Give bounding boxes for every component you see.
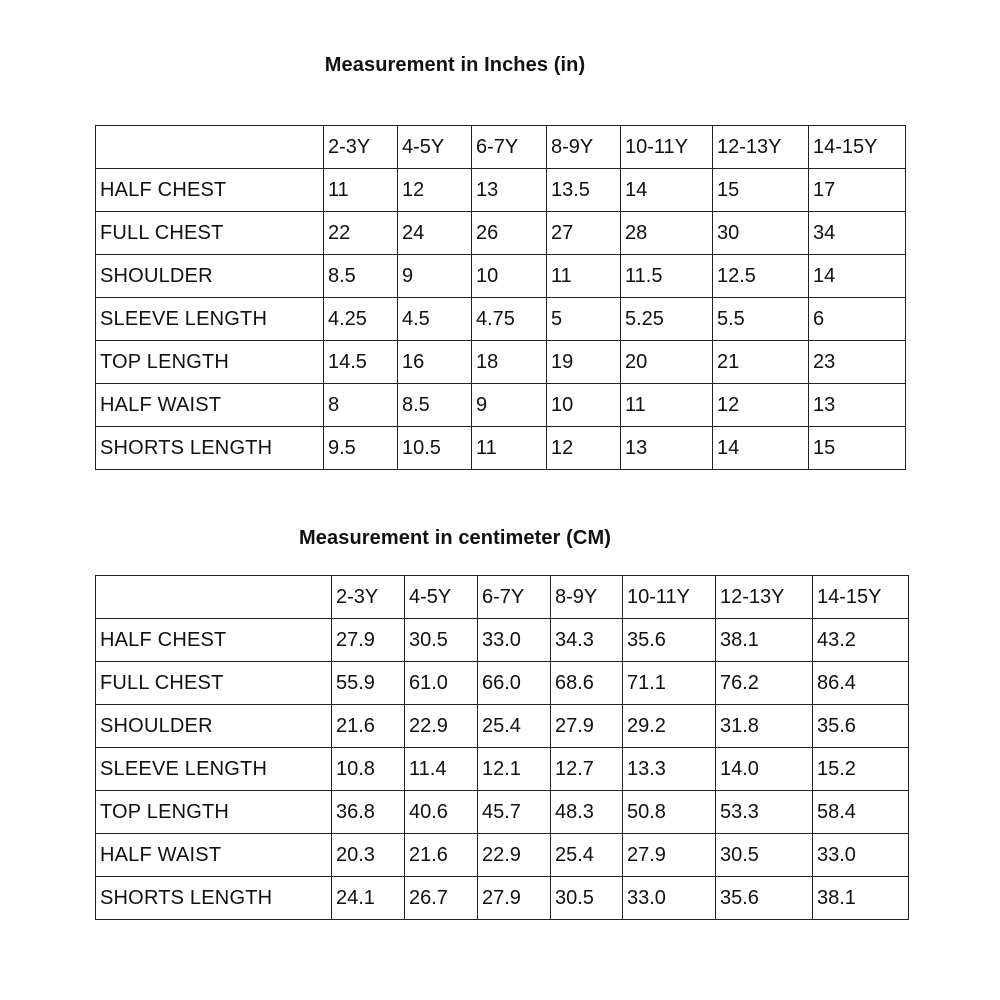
measurement-value: 31.8 [716, 705, 813, 748]
measurement-value: 23 [809, 341, 906, 384]
measurement-value: 9.5 [324, 427, 398, 470]
measurement-value: 45.7 [478, 791, 551, 834]
measurement-value: 71.1 [623, 662, 716, 705]
measurement-label: FULL CHEST [96, 662, 332, 705]
size-header-cell: 14-15Y [813, 576, 909, 619]
measurement-value: 10.5 [398, 427, 472, 470]
measurement-value: 14 [713, 427, 809, 470]
measurement-row [96, 298, 906, 341]
size-header-row [96, 576, 909, 619]
measurement-value: 26.7 [405, 877, 478, 920]
measurement-value: 68.6 [551, 662, 623, 705]
measurement-value: 9 [472, 384, 547, 427]
centimeter-size-table [95, 575, 909, 920]
measurement-value: 4.5 [398, 298, 472, 341]
measurement-label: FULL CHEST [96, 212, 324, 255]
measurement-value: 34 [809, 212, 906, 255]
measurement-value: 13 [621, 427, 713, 470]
measurement-value: 27.9 [623, 834, 716, 877]
measurement-row [96, 341, 906, 384]
size-header-cell: 12-13Y [713, 126, 809, 169]
measurement-value: 12 [547, 427, 621, 470]
measurement-row [96, 705, 909, 748]
measurement-value: 5 [547, 298, 621, 341]
measurement-value: 8.5 [398, 384, 472, 427]
inches-size-table [95, 125, 906, 470]
size-header-cell: 10-11Y [623, 576, 716, 619]
measurement-value: 4.25 [324, 298, 398, 341]
measurement-value: 10.8 [332, 748, 405, 791]
measurement-value: 25.4 [478, 705, 551, 748]
measurement-value: 20.3 [332, 834, 405, 877]
measurement-value: 48.3 [551, 791, 623, 834]
measurement-value: 53.3 [716, 791, 813, 834]
size-header-cell: 14-15Y [809, 126, 906, 169]
measurement-value: 29.2 [623, 705, 716, 748]
measurement-value: 33.0 [478, 619, 551, 662]
measurement-row [96, 834, 909, 877]
measurement-value: 11 [621, 384, 713, 427]
measurement-value: 34.3 [551, 619, 623, 662]
measurement-value: 22 [324, 212, 398, 255]
measurement-value: 30 [713, 212, 809, 255]
measurement-value: 11 [547, 255, 621, 298]
measurement-value: 5.5 [713, 298, 809, 341]
measurement-value: 14 [621, 169, 713, 212]
measurement-value: 11.4 [405, 748, 478, 791]
measurement-value: 14.5 [324, 341, 398, 384]
size-header-cell: 2-3Y [324, 126, 398, 169]
measurement-label: SHORTS LENGTH [96, 877, 332, 920]
measurement-value: 9 [398, 255, 472, 298]
measurement-value: 20 [621, 341, 713, 384]
measurement-label: SHORTS LENGTH [96, 427, 324, 470]
size-header-cell: 12-13Y [716, 576, 813, 619]
measurement-value: 14 [809, 255, 906, 298]
size-header-cell: 6-7Y [472, 126, 547, 169]
measurement-label: HALF CHEST [96, 169, 324, 212]
measurement-value: 33.0 [813, 834, 909, 877]
measurement-value: 10 [472, 255, 547, 298]
measurement-value: 27.9 [332, 619, 405, 662]
measurement-label: TOP LENGTH [96, 791, 332, 834]
measurement-value: 15.2 [813, 748, 909, 791]
measurement-value: 38.1 [813, 877, 909, 920]
measurement-row [96, 619, 909, 662]
measurement-value: 12 [398, 169, 472, 212]
measurement-value: 12.5 [713, 255, 809, 298]
measurement-value: 66.0 [478, 662, 551, 705]
measurement-value: 35.6 [716, 877, 813, 920]
size-header-cell: 4-5Y [405, 576, 478, 619]
measurement-value: 24.1 [332, 877, 405, 920]
measurement-row [96, 255, 906, 298]
centimeter-section-title: Measurement in centimeter (CM) [299, 527, 611, 549]
size-header-cell: 10-11Y [621, 126, 713, 169]
measurement-value: 28 [621, 212, 713, 255]
measurement-value: 43.2 [813, 619, 909, 662]
measurement-value: 12 [713, 384, 809, 427]
measurement-row [96, 212, 906, 255]
measurement-row [96, 169, 906, 212]
measurement-label: SLEEVE LENGTH [96, 748, 332, 791]
measurement-value: 22.9 [478, 834, 551, 877]
measurement-value: 19 [547, 341, 621, 384]
measurement-value: 16 [398, 341, 472, 384]
measurement-value: 4.75 [472, 298, 547, 341]
measurement-value: 35.6 [813, 705, 909, 748]
measurement-row [96, 384, 906, 427]
measurement-value: 21 [713, 341, 809, 384]
measurement-value: 14.0 [716, 748, 813, 791]
measurement-value: 55.9 [332, 662, 405, 705]
measurement-value: 15 [809, 427, 906, 470]
measurement-value: 86.4 [813, 662, 909, 705]
measurement-value: 27.9 [478, 877, 551, 920]
header-corner-cell [96, 126, 324, 169]
measurement-value: 22.9 [405, 705, 478, 748]
measurement-value: 13 [472, 169, 547, 212]
measurement-value: 30.5 [551, 877, 623, 920]
measurement-value: 5.25 [621, 298, 713, 341]
measurement-value: 25.4 [551, 834, 623, 877]
measurement-label: HALF WAIST [96, 384, 324, 427]
measurement-value: 11 [324, 169, 398, 212]
measurement-value: 35.6 [623, 619, 716, 662]
measurement-value: 12.7 [551, 748, 623, 791]
measurement-value: 13 [809, 384, 906, 427]
measurement-value: 15 [713, 169, 809, 212]
size-header-cell: 6-7Y [478, 576, 551, 619]
measurement-value: 18 [472, 341, 547, 384]
measurement-value: 40.6 [405, 791, 478, 834]
measurement-value: 33.0 [623, 877, 716, 920]
measurement-value: 50.8 [623, 791, 716, 834]
measurement-row [96, 662, 909, 705]
size-header-cell: 2-3Y [332, 576, 405, 619]
measurement-value: 21.6 [405, 834, 478, 877]
measurement-label: SHOULDER [96, 255, 324, 298]
measurement-value: 11.5 [621, 255, 713, 298]
size-header-cell: 8-9Y [551, 576, 623, 619]
measurement-value: 36.8 [332, 791, 405, 834]
inches-section-title: Measurement in Inches (in) [324, 54, 586, 76]
size-header-cell: 4-5Y [398, 126, 472, 169]
measurement-value: 8 [324, 384, 398, 427]
measurement-value: 13.5 [547, 169, 621, 212]
measurement-value: 27 [547, 212, 621, 255]
measurement-value: 21.6 [332, 705, 405, 748]
measurement-value: 11 [472, 427, 547, 470]
size-header-cell: 8-9Y [547, 126, 621, 169]
measurement-value: 76.2 [716, 662, 813, 705]
measurement-value: 13.3 [623, 748, 716, 791]
measurement-label: SHOULDER [96, 705, 332, 748]
measurement-value: 38.1 [716, 619, 813, 662]
measurement-label: HALF CHEST [96, 619, 332, 662]
measurement-value: 30.5 [716, 834, 813, 877]
measurement-row [96, 791, 909, 834]
measurement-value: 27.9 [551, 705, 623, 748]
measurement-value: 10 [547, 384, 621, 427]
measurement-row [96, 748, 909, 791]
measurement-label: SLEEVE LENGTH [96, 298, 324, 341]
measurement-row [96, 877, 909, 920]
measurement-label: HALF WAIST [96, 834, 332, 877]
measurement-value: 61.0 [405, 662, 478, 705]
measurement-value: 30.5 [405, 619, 478, 662]
measurement-value: 58.4 [813, 791, 909, 834]
measurement-value: 17 [809, 169, 906, 212]
measurement-value: 24 [398, 212, 472, 255]
measurement-value: 6 [809, 298, 906, 341]
measurement-label: TOP LENGTH [96, 341, 324, 384]
measurement-row [96, 427, 906, 470]
measurement-value: 26 [472, 212, 547, 255]
measurement-value: 8.5 [324, 255, 398, 298]
measurement-value: 12.1 [478, 748, 551, 791]
size-header-row [96, 126, 906, 169]
header-corner-cell [96, 576, 332, 619]
